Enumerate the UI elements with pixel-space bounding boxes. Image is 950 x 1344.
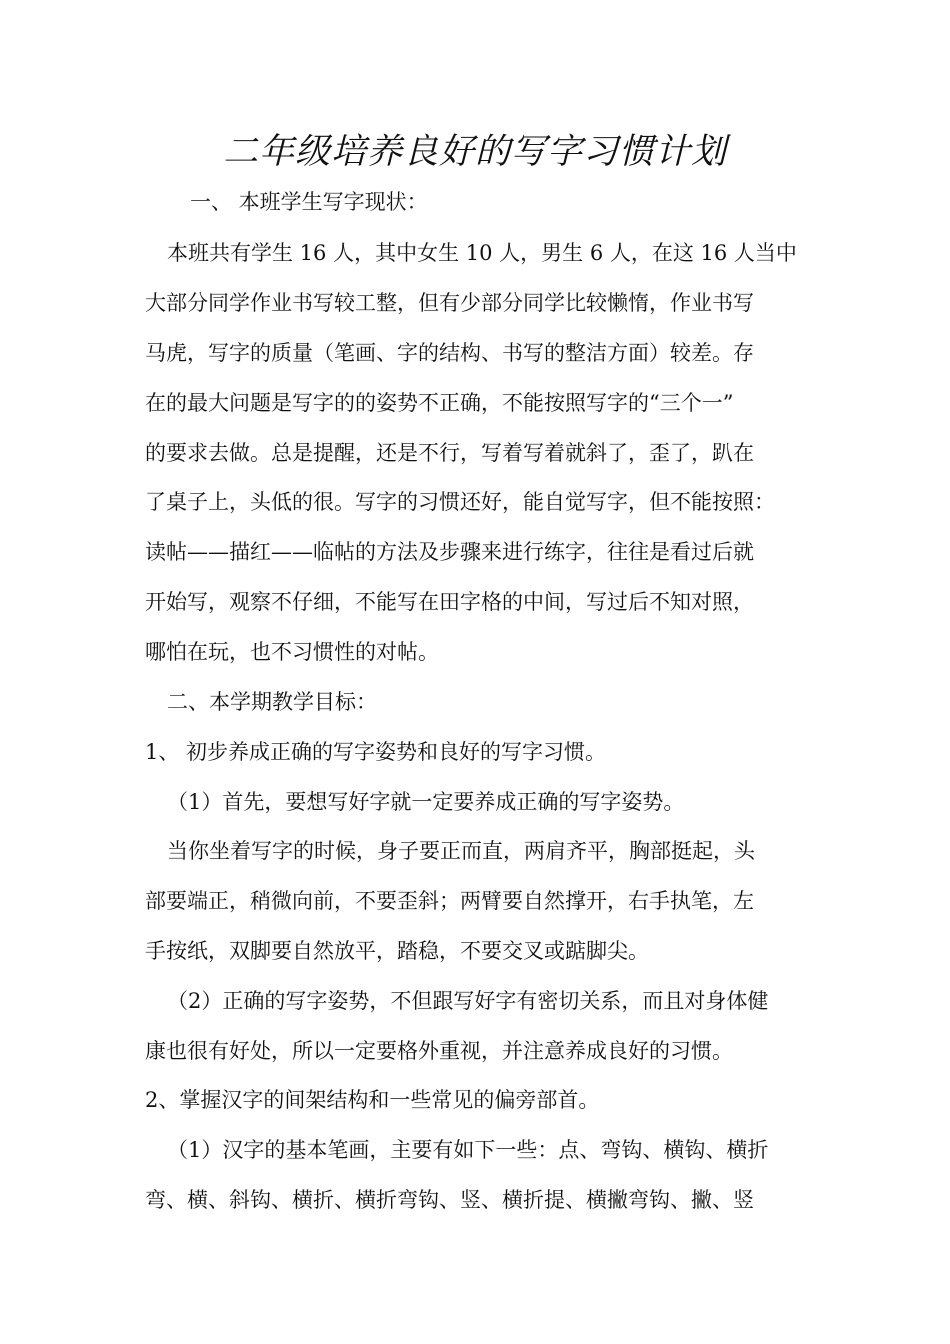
paragraph-line: （2）正确的写字姿势，不但跟写好字有密切关系，而且对身体健: [167, 989, 769, 1013]
paragraph-line: 读帖——描红——临帖的方法及步骤来进行练字，往往是看过后就: [145, 540, 754, 564]
paragraph-line: 当你坐着写字的时候，身子要正而直，两肩齐平，胸部挺起，头: [167, 839, 755, 863]
paragraph-line: 弯、横、斜钩、横折、横折弯钩、竖、横折提、横撇弯钩、撇、竖: [145, 1188, 754, 1212]
paragraph-line: 部要端正，稍微向前，不要歪斜；两臂要自然撑开，右手执笔，左: [145, 889, 754, 913]
list-item-heading: 2、掌握汉字的间架结构和一些常见的偏旁部首。: [145, 1088, 600, 1112]
paragraph-line: 大部分同学作业书写较工整，但有少部分同学比较懒惰，作业书写: [145, 291, 754, 315]
paragraph-line: 的要求去做。总是提醒，还是不行，写着写着就斜了，歪了，趴在: [145, 441, 754, 465]
paragraph-line: 马虎，写字的质量（笔画、字的结构、书写的整洁方面）较差。存: [145, 341, 754, 365]
paragraph-line: 手按纸，双脚要自然放平，踏稳，不要交叉或踮脚尖。: [145, 939, 649, 963]
paragraph-line: 开始写，观察不仔细，不能写在田字格的中间，写过后不知对照，: [145, 590, 754, 614]
paragraph-line: （1）首先，要想写好字就一定要养成正确的写字姿势。: [167, 790, 685, 814]
paragraph-line: 本班共有学生 16 人，其中女生 10 人，男生 6 人，在这 16 人当中: [167, 241, 797, 265]
section-heading-1: 一、 本班学生写字现状：: [190, 190, 428, 214]
paragraph-line: 哪怕在玩，也不习惯性的对帖。: [145, 640, 439, 664]
paragraph-line: 康也很有好处，所以一定要格外重视，并注意养成良好的习惯。: [145, 1039, 733, 1063]
section-heading-2: 二、本学期教学目标：: [167, 690, 377, 714]
paragraph-line: （1）汉字的基本笔画，主要有如下一些：点、弯钩、横钩、横折: [167, 1138, 769, 1162]
list-item-heading: 1、 初步养成正确的写字姿势和良好的写字习惯。: [145, 740, 607, 764]
paragraph-line: 在的最大问题是写字的的姿势不正确，不能按照写字的“三个一”: [145, 391, 734, 415]
document-title: 二年级培养良好的写字习惯计划: [222, 132, 727, 172]
paragraph-line: 了桌子上，头低的很。写字的习惯还好，能自觉写字，但不能按照：: [145, 490, 775, 514]
